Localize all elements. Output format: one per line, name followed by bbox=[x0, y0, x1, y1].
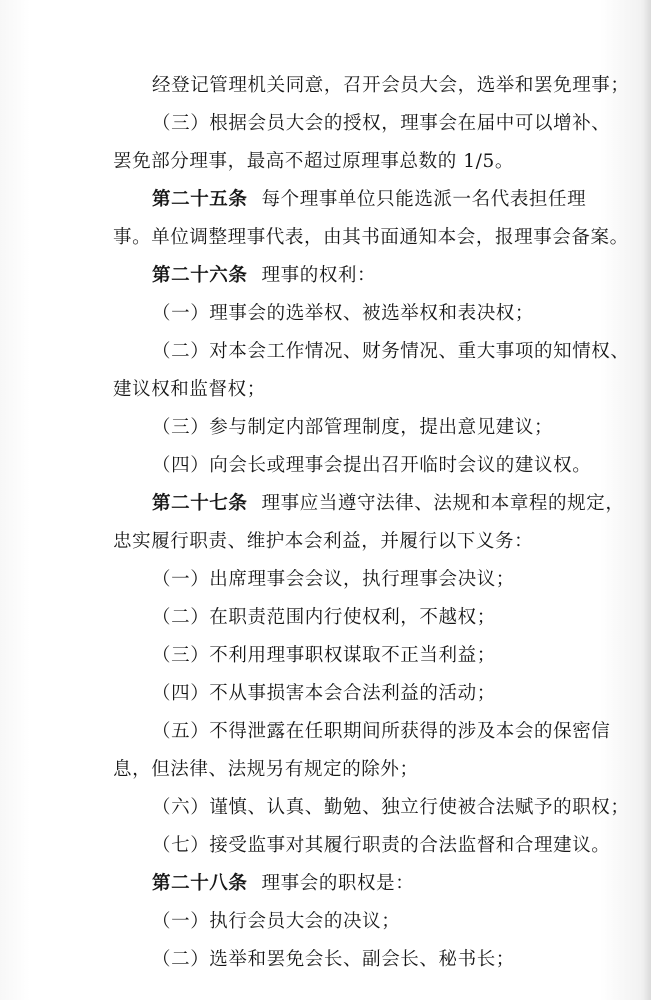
text-line bbox=[152, 415, 553, 441]
line-text: 建议权和监督权； bbox=[113, 379, 266, 400]
line-text: 每个理事单位只能选派一名代表担任理 bbox=[261, 189, 587, 210]
line-text: （三）根据会员大会的授权，理事会在届中可以增补、 bbox=[152, 113, 611, 134]
line-text: （二）对本会工作情况、财务情况、重大事项的知情权、 bbox=[152, 341, 630, 362]
line-text: （三）不利用理事职权谋取不正当利益； bbox=[152, 645, 496, 666]
article-line bbox=[152, 491, 624, 517]
line-text: 经登记管理机关同意，召开会员大会，选举和罢免理事； bbox=[152, 75, 630, 96]
article-line bbox=[152, 187, 586, 213]
article-heading: 第二十五条 bbox=[152, 189, 248, 210]
article-heading: 第二十八条 bbox=[152, 873, 248, 894]
line-text: 忠实履行职责、维护本会利益，并履行以下义务： bbox=[113, 531, 534, 552]
text-line bbox=[113, 149, 514, 175]
text-line bbox=[152, 795, 630, 821]
text-line bbox=[113, 757, 419, 783]
article-heading: 第二十七条 bbox=[152, 493, 248, 514]
text-line bbox=[152, 833, 610, 859]
article-line bbox=[152, 263, 376, 289]
line-text: （二）选举和罢免会长、副会长、秘书长； bbox=[152, 949, 515, 970]
line-text: （五）不得泄露在任职期间所获得的涉及本会的保密信 bbox=[152, 721, 611, 742]
line-text: 事。单位调整理事代表，由其书面通知本会，报理事会备案。 bbox=[113, 227, 629, 248]
line-text: （一）出席理事会会议，执行理事会决议； bbox=[152, 569, 515, 590]
line-text: （六）谨慎、认真、勤勉、独立行使被合法赋予的职权； bbox=[152, 797, 630, 818]
line-text: 理事会的职权是： bbox=[261, 873, 415, 894]
text-line bbox=[152, 453, 591, 479]
line-text: （七）接受监事对其履行职责的合法监督和合理建议。 bbox=[152, 835, 611, 856]
article-heading: 第二十六条 bbox=[152, 265, 248, 286]
text-line bbox=[152, 605, 496, 631]
text-line bbox=[152, 719, 610, 745]
text-line bbox=[152, 909, 400, 935]
text-line bbox=[152, 339, 630, 365]
article-line bbox=[152, 871, 414, 897]
line-text: （四）向会长或理事会提出召开临时会议的建议权。 bbox=[152, 455, 592, 476]
line-text: （三）参与制定内部管理制度，提出意见建议； bbox=[152, 417, 554, 438]
line-text: （四）不从事损害本会合法利益的活动； bbox=[152, 683, 496, 704]
text-line bbox=[152, 73, 630, 99]
line-text: 理事的权利： bbox=[261, 265, 377, 286]
line-text: （一）理事会的选举权、被选举权和表决权； bbox=[152, 303, 535, 324]
text-line bbox=[113, 225, 629, 251]
line-text: （一）执行会员大会的决议； bbox=[152, 911, 401, 932]
line-text: （二）在职责范围内行使权利，不越权； bbox=[152, 607, 496, 628]
text-line bbox=[152, 111, 610, 137]
line-text: 罢免部分理事，最高不超过原理事总数的 1/5。 bbox=[113, 151, 514, 172]
text-line bbox=[152, 567, 515, 593]
text-line bbox=[152, 681, 496, 707]
line-text: 理事应当遵守法律、法规和本章程的规定， bbox=[261, 493, 625, 514]
line-text: 息，但法律、法规另有规定的除外； bbox=[113, 759, 419, 780]
text-line bbox=[152, 947, 515, 973]
text-line bbox=[113, 529, 533, 555]
text-line bbox=[152, 643, 496, 669]
text-line bbox=[152, 301, 534, 327]
page-edge-shadow bbox=[643, 0, 651, 1000]
text-line bbox=[113, 377, 266, 403]
